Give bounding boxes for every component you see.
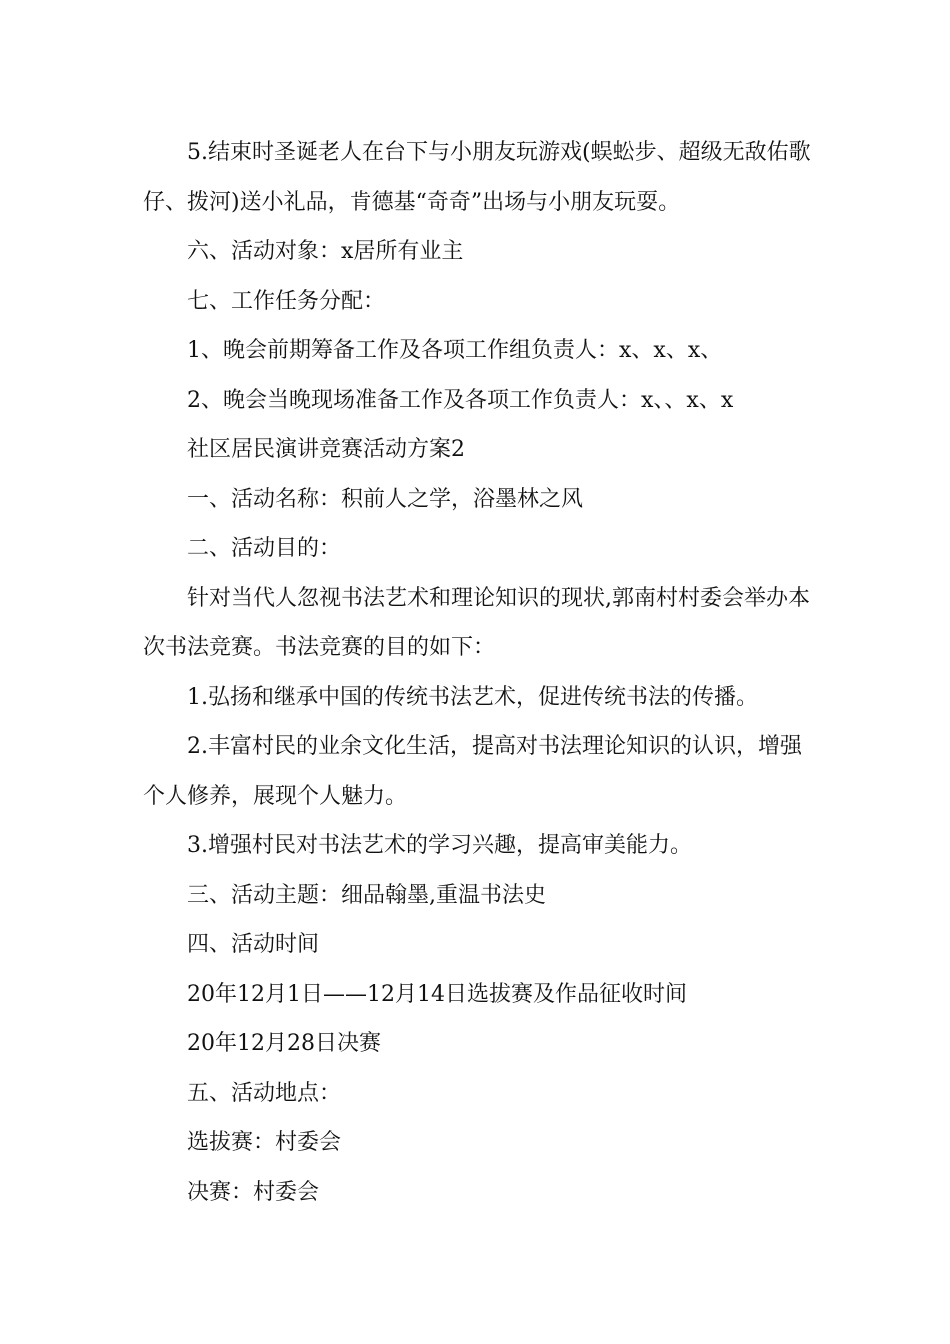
- document-subtitle-plan-2: 社区居民演讲竞赛活动方案2: [187, 437, 465, 462]
- section-heading-activity-time: 四、活动时间: [187, 932, 320, 957]
- section-heading-activity-purpose: 二、活动目的：: [187, 536, 342, 561]
- paragraph-task-1: 1、晚会前期筹备工作及各项工作组负责人：x、x、x、: [187, 338, 723, 363]
- paragraph-time-final: 20年12月28日决赛: [187, 1031, 381, 1056]
- section-heading-activity-theme: 三、活动主题：细品翰墨,重温书法史: [187, 882, 546, 908]
- paragraph-purpose-3: 3.增强村民对书法艺术的学习兴趣，提高审美能力。: [187, 833, 692, 858]
- paragraph-purpose-1: 1.弘扬和继承中国的传统书法艺术，促进传统书法的传播。: [187, 684, 758, 710]
- section-heading-activity-target: 六、活动对象：x居所有业主: [187, 239, 464, 264]
- document-body: [143, 128, 811, 1217]
- paragraph-item-5-ending-games: 5.结束时圣诞老人在台下与小朋友玩游戏(蜈蚣步、超级无敌佑歌仔、拨河)送小礼品，肯德基“奇奇”出场与小朋友玩耍。: [143, 140, 811, 215]
- paragraph-location-final: 决赛：村委会: [187, 1179, 320, 1205]
- paragraph-purpose-2: 2.丰富村民的业余文化生活，提高对书法理论知识的认识，增强个人修养，展现个人魅力。: [143, 734, 802, 809]
- section-heading-activity-name: 一、活动名称：积前人之学，浴墨林之风: [187, 486, 584, 512]
- section-heading-activity-location: 五、活动地点：: [187, 1080, 342, 1106]
- section-heading-task-assignment: 七、工作任务分配：: [187, 288, 386, 314]
- paragraph-task-2: 2、晚会当晚现场准备工作及各项工作负责人：x、、x、x: [187, 387, 734, 413]
- paragraph-purpose-intro: 针对当代人忽视书法艺术和理论知识的现状,郭南村村委会举办本次书法竞赛。书法竞赛的目的如下：: [143, 585, 810, 660]
- paragraph-location-selection: 选拔赛：村委会: [187, 1130, 342, 1155]
- paragraph-time-selection: 20年12月1日——12月14日选拔赛及作品征收时间: [187, 981, 687, 1007]
